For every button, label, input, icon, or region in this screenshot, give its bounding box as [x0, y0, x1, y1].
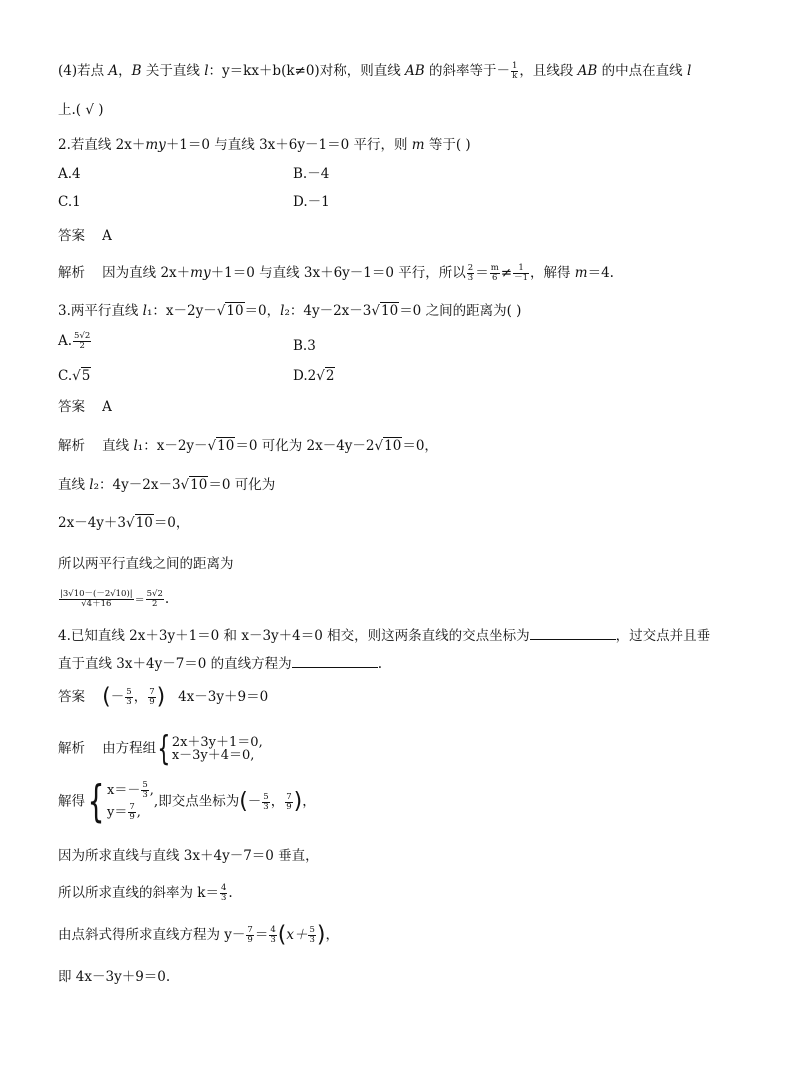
- q4-stem-2: 直于直线 3x＋4y－7＝0 的直线方程为 .: [58, 656, 382, 672]
- q3-analysis-1: 解析 直线 l₁：x－2y－√10＝0 可化为 2x－4y－2√10＝0，: [58, 438, 438, 454]
- q2-option-b: B.－4: [293, 166, 330, 182]
- q1-4-line2: 上.( √ ): [58, 102, 104, 118]
- q4-point-slope: 由点斜式得所求直线方程为 y－ $\frac{7}{9}$ ＝ $\frac{4}{3}$ (x＋ $\frac{5}{3}$ )，: [58, 922, 339, 948]
- q2-option-d: D.－1: [293, 194, 330, 210]
- text: (4)若点: [58, 63, 109, 79]
- q3-option-a: A. $\frac{5√2}{2}$: [58, 331, 91, 351]
- text: 的中点在直线: [597, 63, 687, 79]
- q4-slope: 所以所求直线的斜率为 k＝ $\frac{4}{3}$ .: [58, 883, 233, 903]
- text: AB: [404, 63, 425, 79]
- q3-option-d: D.2√2: [293, 368, 335, 384]
- text: l: [204, 63, 209, 79]
- q4-analysis-system: 解析 由方程组{ 2x＋3y＋1＝0, x－3y＋4＝0,: [58, 729, 263, 769]
- q4-answer: 答案 (－ $\frac{5}{3}$ ， $\frac{7}{9}$ ) 4x－3y＋9＝0: [58, 684, 269, 710]
- q1-4-line1: [58, 62, 691, 81]
- text: 的斜率等于－: [424, 63, 510, 79]
- text: ，: [118, 63, 132, 79]
- q3-distance-formula: $\frac{|3√10-(-2√10)|}{√4+16}$ ＝ $\frac{5√2}{2}$ .: [60, 589, 170, 609]
- answer-blank: [292, 655, 378, 668]
- text: 关于直线: [141, 63, 205, 79]
- text: ，且线段: [519, 63, 578, 79]
- q2-analysis: 解析 因为直线 2x＋my＋1＝0 与直线 3x＋6y－1＝0 平行，所以 $\frac{2}{3}$ ＝ $\frac{m}{6}$ ≠ $\frac{1}{-1}$ ，解得 m＝4.: [58, 263, 614, 283]
- q3-option-b: B.3: [293, 338, 316, 354]
- text: l: [686, 63, 692, 79]
- q2-option-c: C.1: [58, 194, 81, 210]
- q2-stem: 2.若直线 2x＋my＋1＝0 与直线 3x＋6y－1＝0 平行，则 m 等于( ): [58, 137, 471, 153]
- q3-option-c: C.√5: [58, 368, 91, 384]
- q3-analysis-2: 直线 l₂：4y－2x－3√10＝0 可化为: [58, 477, 276, 493]
- answer-blank: [530, 627, 616, 640]
- q2-option-a: A.4: [58, 166, 81, 182]
- fraction: $\frac{1}{k}$: [511, 61, 518, 81]
- q4-perpendicular: 因为所求直线与直线 3x＋4y－7＝0 垂直，: [58, 848, 319, 864]
- q4-final: 即 4x－3y＋9＝0.: [58, 969, 171, 985]
- q3-stem: 3.两平行直线 l₁：x－2y－√10＝0，l₂：4y－2x－3√10＝0 之间的距离为( ): [58, 303, 522, 319]
- q4-solution: 解得{ x＝－ $\frac{5}{3}$ , y＝ $\frac{7}{9}$ , ,即交点坐标为(－ $\frac{5}{3}$ ， $\frac{7}{9}$ )，: [58, 776, 316, 827]
- q4-stem-1: 4.已知直线 2x＋3y＋1＝0 和 x－3y＋4＝0 相交，则这两条直线的交点坐标为 ，过交点并且垂: [58, 628, 711, 644]
- text: AB: [577, 63, 598, 79]
- text: ：y＝kx＋b(k≠0)对称，则直线: [208, 63, 405, 79]
- text: B: [131, 63, 142, 79]
- q3-analysis-4: 所以两平行直线之间的距离为: [58, 556, 234, 572]
- text: A: [108, 63, 119, 79]
- q3-answer: 答案 A: [58, 399, 112, 415]
- q3-analysis-3: 2x－4y＋3√10＝0，: [58, 515, 190, 531]
- q2-answer: 答案 A: [58, 228, 112, 244]
